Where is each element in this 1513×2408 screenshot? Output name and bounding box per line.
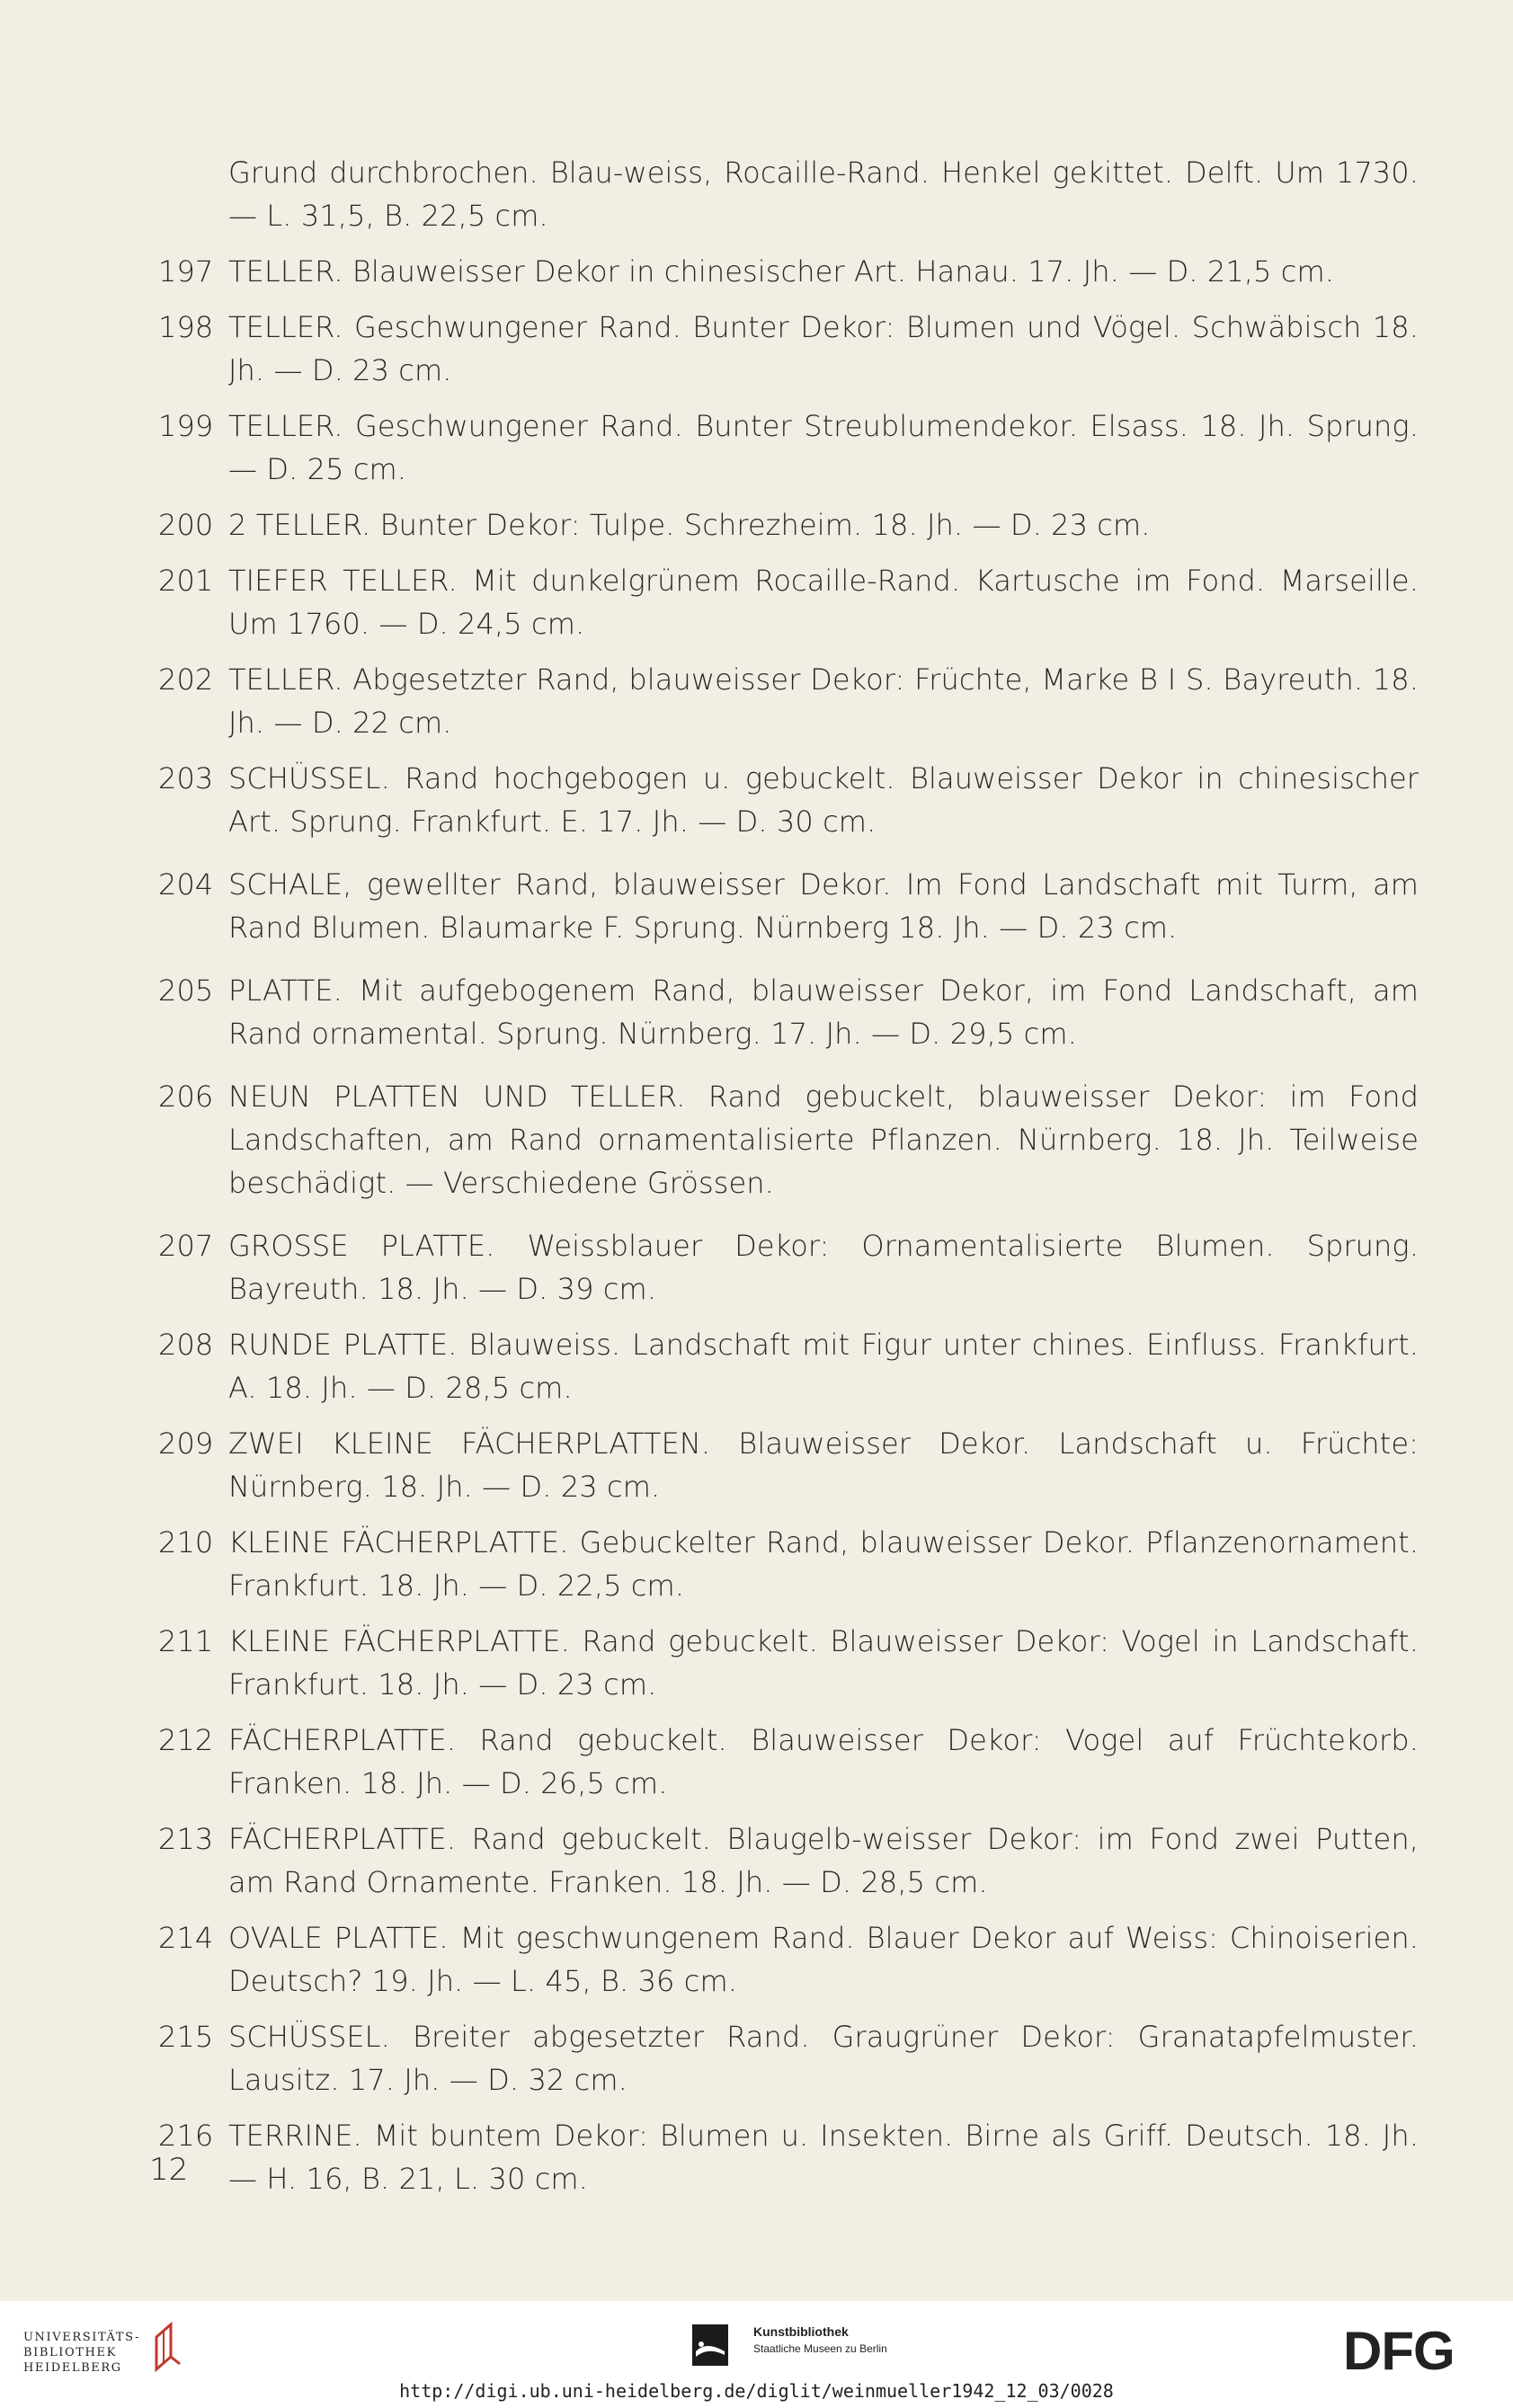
university-logo-line: BIBLIOTHEK xyxy=(23,2346,117,2359)
entry-number: 200 xyxy=(158,508,214,542)
entry-text: FÄCHERPLATTE. Rand gebuckelt. Blaugelb-weisser Dekor: im Fond zwei Putten, am Rand Ornamente. Franken. 18. Jh. — D. 28,5 cm. xyxy=(228,1822,1419,1899)
entry-number: 203 xyxy=(158,761,214,795)
entry-text: TERRINE. Mit buntem Dekor: Blumen u. Insekten. Birne als Griff. Deutsch. 18. Jh. — H. 16, B. 21, L. 30 cm. xyxy=(228,2119,1419,2196)
catalogue-entry xyxy=(158,1521,1419,1607)
entry-number: 205 xyxy=(158,973,214,1008)
entry-text: ZWEI KLEINE FÄCHERPLATTEN. Blauweisser Dekor. Landschaft u. Früchte: Nürnberg. 18. Jh. — D. 23 cm. xyxy=(228,1426,1419,1504)
dfg-logo: DFG xyxy=(1343,2321,1455,2381)
catalogue-entry xyxy=(158,1422,1419,1508)
entry-number: 214 xyxy=(158,1921,214,1955)
catalogue-entry xyxy=(158,1224,1419,1311)
entry-text: TELLER. Blauweisser Dekor in chinesischer Art. Hanau. 17. Jh. — D. 21,5 cm. xyxy=(228,254,1335,289)
entry-text: GROSSE PLATTE. Weissblauer Dekor: Ornamentalisierte Blumen. Sprung. Bayreuth. 18. Jh. — D. 39 cm. xyxy=(228,1229,1419,1306)
entry-text: FÄCHERPLATTE. Rand gebuckelt. Blauweisser Dekor: Vogel auf Früchtekorb. Franken. 18. Jh. — D. 26,5 cm. xyxy=(228,1723,1419,1800)
entry-number: 209 xyxy=(158,1426,214,1461)
catalogue-entry xyxy=(158,658,1419,744)
university-mark-icon xyxy=(144,2321,183,2373)
catalogue-entry xyxy=(158,1719,1419,1805)
kunstbibliothek-title: Kunstbibliothek xyxy=(753,2324,849,2339)
entry-text: SCHALE, gewellter Rand, blauweisser Dekor. Im Fond Landschaft mit Turm, am Rand Blumen. Blaumarke F. Sprung. Nürnberg 18. Jh. — D. 23 cm. xyxy=(228,867,1419,945)
catalogue-entry xyxy=(158,1817,1419,1904)
kunstbibliothek-logo-icon xyxy=(692,2324,728,2366)
university-library-logo xyxy=(23,2330,140,2376)
entry-number: 208 xyxy=(158,1328,214,1362)
catalogue-entry xyxy=(158,151,1419,237)
catalogue-entries xyxy=(0,151,1513,2200)
catalogue-entry xyxy=(158,757,1419,843)
kunstbibliothek-subtitle: Staatliche Museen zu Berlin xyxy=(753,2342,887,2355)
entry-number: 206 xyxy=(158,1080,214,1114)
kunstbibliothek-label xyxy=(753,2323,887,2357)
entry-text: SCHÜSSEL. Breiter abgesetzter Rand. Graugrüner Dekor: Granatapfelmuster. Lausitz. 17. Jh. — D. 32 cm. xyxy=(228,2020,1419,2097)
catalogue-entry xyxy=(158,306,1419,392)
entry-number: 201 xyxy=(158,564,214,598)
entry-text: NEUN PLATTEN UND TELLER. Rand gebuckelt, blauweisser Dekor: im Fond Landschaften, am Rand ornamentalisierte Pflanzen. Nürnberg. 18. Jh. Teilweise beschädigt. — Verschiedene Grössen. xyxy=(228,1080,1419,1200)
entry-number: 202 xyxy=(158,662,214,697)
catalogue-entry xyxy=(158,2114,1419,2200)
entry-text: TELLER. Geschwungener Rand. Bunter Streublumendekor. Elsass. 18. Jh. Sprung. — D. 25 cm. xyxy=(228,409,1419,486)
entry-number: 213 xyxy=(158,1822,214,1856)
catalogue-entry xyxy=(158,1323,1419,1409)
entry-text: TELLER. Abgesetzter Rand, blauweisser Dekor: Früchte, Marke B I S. Bayreuth. 18. Jh. — D. 22 cm. xyxy=(228,662,1419,740)
catalogue-entry xyxy=(158,969,1419,1055)
entry-number: 204 xyxy=(158,867,214,902)
source-url[interactable]: http://digi.ub.uni-heidelberg.de/diglit/weinmueller1942_12_03/0028 xyxy=(399,2380,1114,2402)
catalogue-entry xyxy=(158,863,1419,949)
entry-text: TELLER. Geschwungener Rand. Bunter Dekor: Blumen und Vögel. Schwäbisch 18. Jh. — D. 23 cm. xyxy=(228,310,1419,387)
entry-number: 210 xyxy=(158,1525,214,1559)
entry-number: 207 xyxy=(158,1229,214,1263)
catalogue-entry xyxy=(158,250,1419,293)
entry-text: TIEFER TELLER. Mit dunkelgrünem Rocaille-Rand. Kartusche im Fond. Marseille. Um 1760. — D. 24,5 cm. xyxy=(228,564,1419,641)
entry-number: 215 xyxy=(158,2020,214,2054)
catalogue-entry xyxy=(158,503,1419,546)
entry-text: OVALE PLATTE. Mit geschwungenem Rand. Blauer Dekor auf Weiss: Chinoiserien. Deutsch? 19. Jh. — L. 45, B. 36 cm. xyxy=(228,1921,1419,1998)
entry-text: KLEINE FÄCHERPLATTE. Gebuckelter Rand, blauweisser Dekor. Pflanzenornament. Frankfurt. 18. Jh. — D. 22,5 cm. xyxy=(228,1525,1419,1603)
catalogue-entry xyxy=(158,559,1419,645)
entry-text: SCHÜSSEL. Rand hochgebogen u. gebuckelt. Blauweisser Dekor in chinesischer Art. Sprung. Frankfurt. E. 17. Jh. — D. 30 cm. xyxy=(228,761,1419,839)
entry-text: 2 TELLER. Bunter Dekor: Tulpe. Schrezheim. 18. Jh. — D. 23 cm. xyxy=(228,508,1151,542)
catalogue-entry xyxy=(158,2015,1419,2101)
catalogue-entry xyxy=(158,1075,1419,1204)
entry-text: PLATTE. Mit aufgebogenem Rand, blauweisser Dekor, im Fond Landschaft, am Rand ornamental. Sprung. Nürnberg. 17. Jh. — D. 29,5 cm. xyxy=(228,973,1419,1051)
entry-number: 211 xyxy=(158,1624,214,1658)
entry-number: 198 xyxy=(158,310,214,344)
catalogue-entry xyxy=(158,1916,1419,2003)
entry-number: 216 xyxy=(158,2119,214,2153)
entry-text: Grund durchbrochen. Blau-weiss, Rocaille-Rand. Henkel gekittet. Delft. Um 1730. — L. 31,5, B. 22,5 cm. xyxy=(228,155,1419,233)
catalogue-entry xyxy=(158,404,1419,491)
entry-number: 199 xyxy=(158,409,214,443)
entry-text: KLEINE FÄCHERPLATTE. Rand gebuckelt. Blauweisser Dekor: Vogel in Landschaft. Frankfurt. 18. Jh. — D. 23 cm. xyxy=(228,1624,1419,1702)
university-logo-line: HEIDELBERG xyxy=(23,2361,122,2375)
catalogue-entry xyxy=(158,1620,1419,1706)
entry-number: 212 xyxy=(158,1723,214,1757)
entry-text: RUNDE PLATTE. Blauweiss. Landschaft mit Figur unter chines. Einfluss. Frankfurt. A. 18. Jh. — D. 28,5 cm. xyxy=(228,1328,1419,1405)
university-logo-line: UNIVERSITÄTS- xyxy=(23,2331,141,2344)
page-number: 12 xyxy=(149,2152,189,2188)
entry-number: 197 xyxy=(158,254,214,289)
